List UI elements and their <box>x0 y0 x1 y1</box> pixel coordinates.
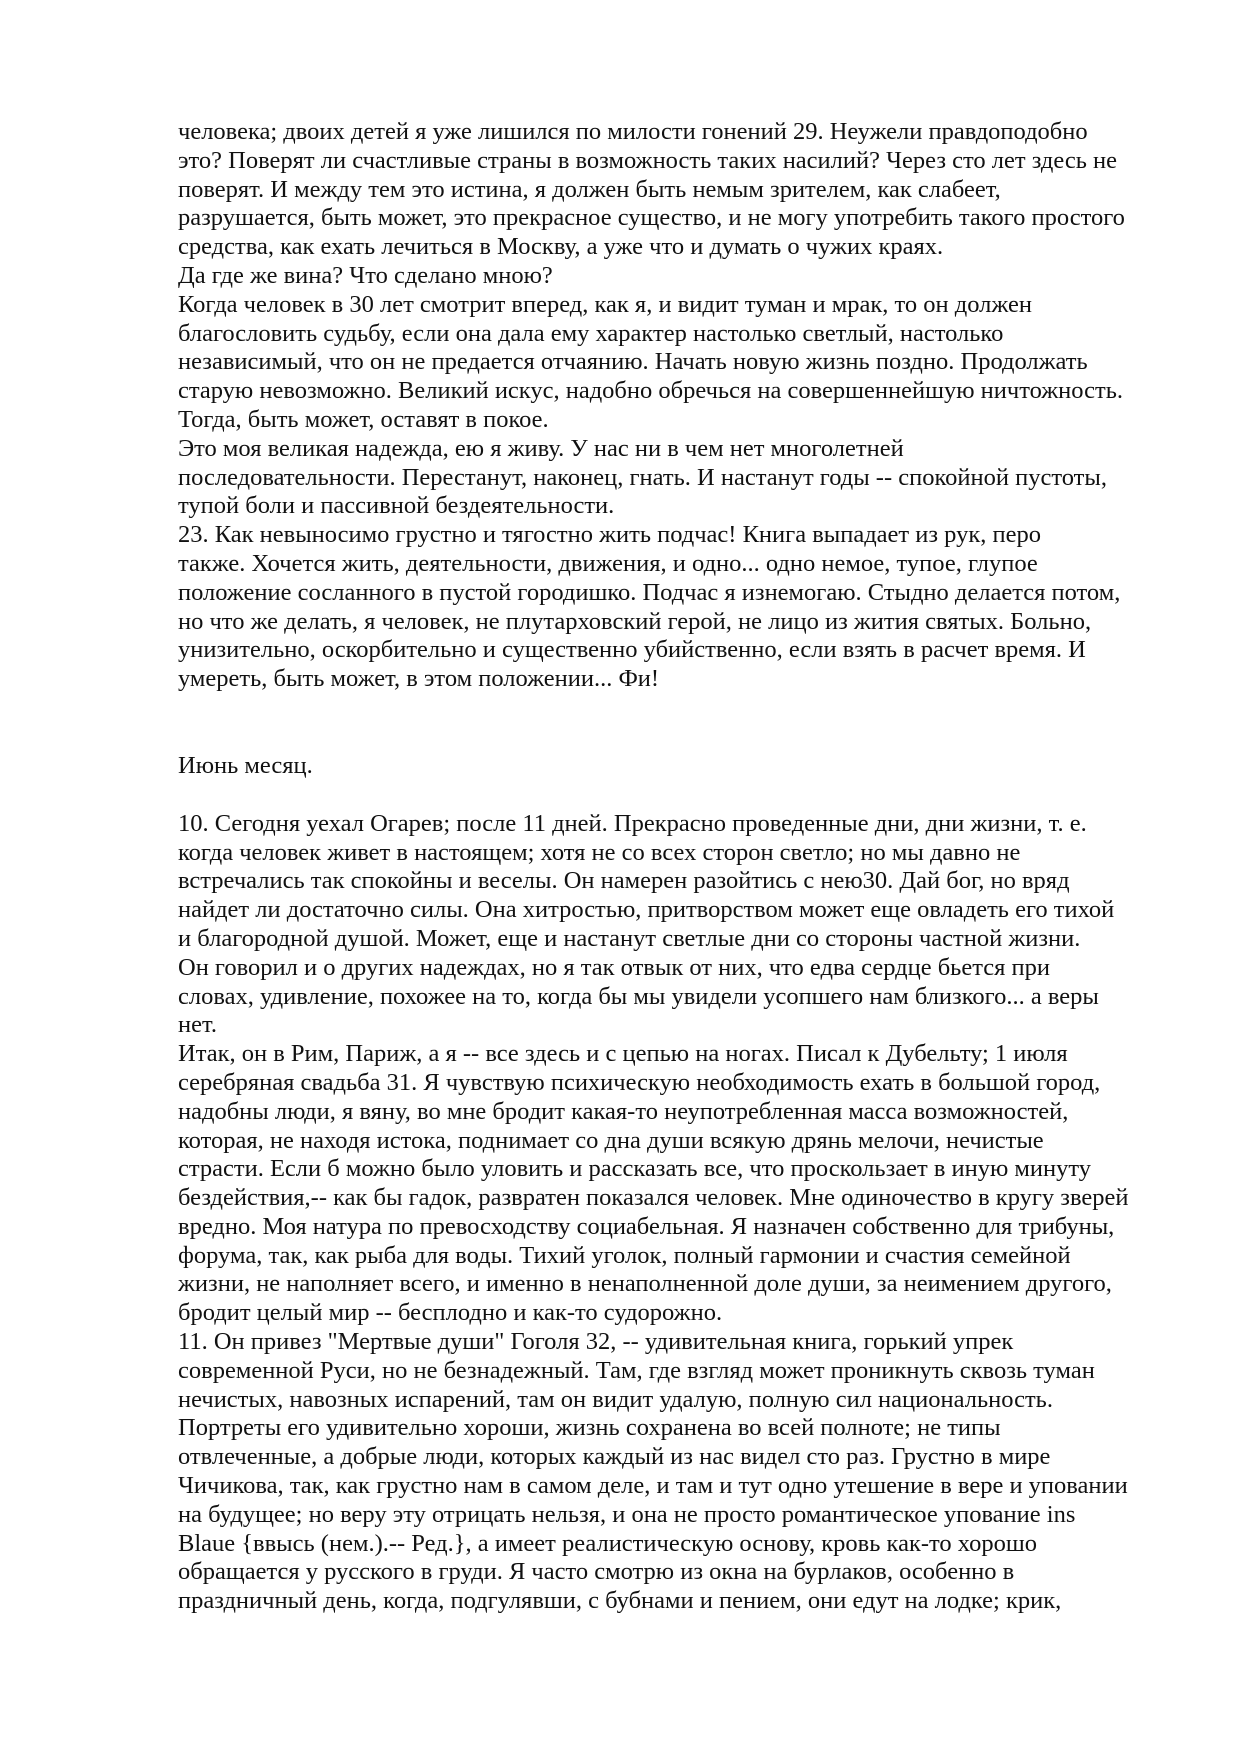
paragraph: 23. Как невыносимо грустно и тягостно жить подчас! Книга выпадает из рук, перо также. Хочется жить, деятельности, движения, и одно... одно немое, тупое, глупое положение сосланного в пустой городишко. Подчас я изнемогаю. Стыдно делается потом, но что же делать, я человек, не плутарховский герой, не лицо из жития святых. Больно, унизительно, оскорбительно и существенно убийственно, если взять в расчет время. И умереть, быть может, в этом положении... Фи! <box>178 521 1121 693</box>
section-heading: Июнь месяц. <box>178 751 313 779</box>
paragraph: Итак, он в Рим, Париж, а я -- все здесь и с цепью на ногах. Писал к Дубельту; 1 июля серебряная свадьба 31. Я чувствую психическую необходимость ехать в большой город, надобны люди, я вяну, во мне бродит какая-то неупотребленная масса возможностей, которая, не находя истока, поднимает со дна души всякую дрянь мелочи, нечистые страсти. Если б можно было уловить и рассказать все, что проскользает в иную минуту бездействия,-- как бы гадок, развратен показался человек. Мне одиночество в кругу зверей вредно. Моя натура по превосходству социабельная. Я назначен собственно для трибуны, форума, так, как рыба для воды. Тихий уголок, полный гармонии и счастия семейной жизни, не наполняет всего, и именно в ненаполненной доле души, за неимением другого, бродит целый мир -- бесплодно и как-то судорожно. <box>178 1040 1129 1327</box>
paragraph: Он говорил и о других надеждах, но я так отвык от них, что едва сердце бьется при словах, удивление, похожее на то, когда бы мы увидели усопшего нам близкого... а веры нет. <box>178 953 1099 1039</box>
paragraph: Да где же вина? Что сделано мною? <box>178 261 553 289</box>
paragraph: Это моя великая надежда, ею я живу. У нас ни в чем нет многолетней последовательности. Перестанут, наконец, гнать. И настанут годы -- спокойной пустоты, тупой боли и пассивной бездеятельности. <box>178 434 1107 520</box>
document-page <box>178 118 1168 1616</box>
paragraph: 11. Он привез "Мертвые души" Гоголя 32, -- удивительная книга, горький упрек современной Руси, но не безнадежный. Там, где взгляд может проникнуть сквозь туман нечистых, навозных испарений, там он видит удалую, полную сил национальность. Портреты его удивительно хороши, жизнь сохранена во всей полноте; не типы отвлеченные, а добрые люди, которых каждый из нас видел сто раз. Грустно в мире Чичикова, так, как грустно нам в самом деле, и там и тут одно утешение в вере и уповании на будущее; но веру эту отрицать нельзя, и она не просто романтическое упование ins Blaue {ввысь (нем.).-- Ред.}, а имеет реалистическую основу, кровь как-то хорошо обращается у русского в груди. Я часто смотрю из окна на бурлаков, особенно в праздничный день, когда, подгулявши, с бубнами и пением, они едут на лодке; крик, <box>178 1328 1128 1615</box>
section-gap <box>178 694 1168 752</box>
paragraph: 10. Сегодня уехал Огарев; после 11 дней. Прекрасно проведенные дни, дни жизни, т. е. когда человек живет в настоящем; хотя не со всех сторон светло; но мы давно не встречались так спокойны и веселы. Он намерен разойтись с нею30. Дай бог, но вряд найдет ли достаточно силы. Она хитростью, притворством может еще овладеть его тихой и благородной душой. Может, еще и настанут светлые дни со стороны частной жизни. <box>178 809 1115 952</box>
paragraph: Когда человек в 30 лет смотрит вперед, как я, и видит туман и мрак, то он должен благословить судьбу, если она дала ему характер настолько светлый, настолько независимый, что он не предается отчаянию. Начать новую жизнь поздно. Продолжать старую невозможно. Великий искус, надобно обречься на совершеннейшую ничтожность. Тогда, быть может, оставят в покое. <box>178 290 1123 433</box>
section-gap <box>178 781 1168 810</box>
paragraph: человека; двоих детей я уже лишился по милости гонений 29. Неужели правдоподобно это? Поверят ли счастливые страны в возможность таких насилий? Через сто лет здесь не поверят. И между тем это истина, я должен быть немым зрителем, как слабеет, разрушается, быть может, это прекрасное существо, и не могу употребить такого простого средства, как ехать лечиться в Москву, а уже что и думать о чужих краях. <box>178 118 1125 261</box>
